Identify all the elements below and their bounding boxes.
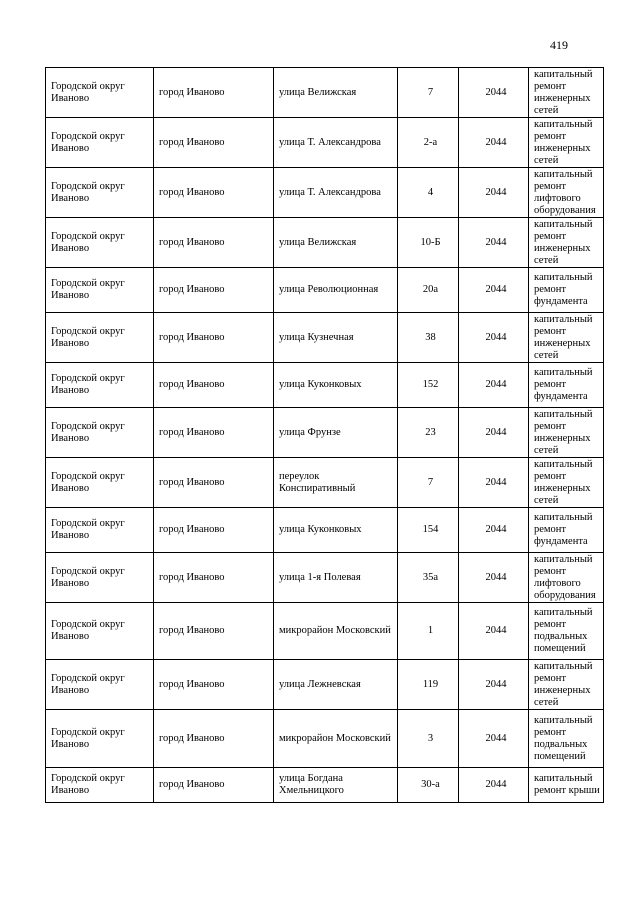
street-cell: улица Богдана Хмельницкого: [274, 768, 398, 803]
municipality-cell: Городской округ Иваново: [46, 363, 154, 408]
repair-type-cell: капитальный ремонт фундамента: [529, 508, 604, 553]
planned-year-cell: 2044: [459, 710, 529, 768]
table-row: [46, 553, 604, 603]
street-cell: улица Фрунзе: [274, 408, 398, 458]
city-cell: город Иваново: [154, 768, 274, 803]
street-cell: улица Куконковых: [274, 363, 398, 408]
municipality-cell: Городской округ Иваново: [46, 768, 154, 803]
planned-year-cell: 2044: [459, 268, 529, 313]
repair-type-cell: капитальный ремонт инженерных сетей: [529, 313, 604, 363]
municipality-cell: Городской округ Иваново: [46, 553, 154, 603]
repair-type-cell: капитальный ремонт инженерных сетей: [529, 118, 604, 168]
repair-type-cell: капитальный ремонт инженерных сетей: [529, 218, 604, 268]
street-cell: переулок Конспиративный: [274, 458, 398, 508]
repair-type-cell: капитальный ремонт фундамента: [529, 363, 604, 408]
street-cell: улица Велижская: [274, 68, 398, 118]
street-cell: улица Велижская: [274, 218, 398, 268]
repair-type-cell: капитальный ремонт лифтового оборудования: [529, 553, 604, 603]
city-cell: город Иваново: [154, 313, 274, 363]
street-cell: микрорайон Московский: [274, 710, 398, 768]
city-cell: город Иваново: [154, 168, 274, 218]
city-cell: город Иваново: [154, 218, 274, 268]
repair-type-cell: капитальный ремонт инженерных сетей: [529, 660, 604, 710]
city-cell: город Иваново: [154, 408, 274, 458]
municipality-cell: Городской округ Иваново: [46, 458, 154, 508]
table-row: [46, 710, 604, 768]
table-body: [46, 68, 604, 803]
planned-year-cell: 2044: [459, 408, 529, 458]
house-number-cell: 3: [398, 710, 459, 768]
repair-type-cell: капитальный ремонт фундамента: [529, 268, 604, 313]
house-number-cell: 152: [398, 363, 459, 408]
house-number-cell: 154: [398, 508, 459, 553]
table-row: [46, 408, 604, 458]
table-row: [46, 68, 604, 118]
repair-type-cell: капитальный ремонт инженерных сетей: [529, 408, 604, 458]
municipality-cell: Городской округ Иваново: [46, 268, 154, 313]
city-cell: город Иваново: [154, 118, 274, 168]
house-number-cell: 10-Б: [398, 218, 459, 268]
municipality-cell: Городской округ Иваново: [46, 118, 154, 168]
planned-year-cell: 2044: [459, 553, 529, 603]
street-cell: улица Т. Александрова: [274, 118, 398, 168]
city-cell: город Иваново: [154, 363, 274, 408]
municipality-cell: Городской округ Иваново: [46, 168, 154, 218]
city-cell: город Иваново: [154, 268, 274, 313]
house-number-cell: 30-а: [398, 768, 459, 803]
planned-year-cell: 2044: [459, 458, 529, 508]
house-number-cell: 23: [398, 408, 459, 458]
street-cell: улица Революционная: [274, 268, 398, 313]
planned-year-cell: 2044: [459, 363, 529, 408]
city-cell: город Иваново: [154, 458, 274, 508]
house-number-cell: 2-а: [398, 118, 459, 168]
city-cell: город Иваново: [154, 660, 274, 710]
planned-year-cell: 2044: [459, 508, 529, 553]
house-number-cell: 4: [398, 168, 459, 218]
repair-schedule-table: [45, 67, 604, 803]
planned-year-cell: 2044: [459, 768, 529, 803]
house-number-cell: 7: [398, 68, 459, 118]
table-row: [46, 603, 604, 660]
repair-type-cell: капитальный ремонт инженерных сетей: [529, 68, 604, 118]
page-number: 419: [550, 38, 568, 52]
table-row: [46, 118, 604, 168]
street-cell: улица Куконковых: [274, 508, 398, 553]
city-cell: город Иваново: [154, 553, 274, 603]
city-cell: город Иваново: [154, 68, 274, 118]
table-row: [46, 660, 604, 710]
street-cell: микрорайон Московский: [274, 603, 398, 660]
repair-type-cell: капитальный ремонт подвальных помещений: [529, 710, 604, 768]
house-number-cell: 35а: [398, 553, 459, 603]
table-row: [46, 508, 604, 553]
municipality-cell: Городской округ Иваново: [46, 218, 154, 268]
municipality-cell: Городской округ Иваново: [46, 710, 154, 768]
planned-year-cell: 2044: [459, 168, 529, 218]
repair-type-cell: капитальный ремонт подвальных помещений: [529, 603, 604, 660]
repair-type-cell: капитальный ремонт крыши: [529, 768, 604, 803]
house-number-cell: 38: [398, 313, 459, 363]
repair-type-cell: капитальный ремонт инженерных сетей: [529, 458, 604, 508]
municipality-cell: Городской округ Иваново: [46, 313, 154, 363]
street-cell: улица Кузнечная: [274, 313, 398, 363]
table-row: [46, 458, 604, 508]
planned-year-cell: 2044: [459, 218, 529, 268]
street-cell: улица Лежневская: [274, 660, 398, 710]
city-cell: город Иваново: [154, 603, 274, 660]
table-row: [46, 218, 604, 268]
table-row: [46, 168, 604, 218]
planned-year-cell: 2044: [459, 118, 529, 168]
repair-type-cell: капитальный ремонт лифтового оборудования: [529, 168, 604, 218]
municipality-cell: Городской округ Иваново: [46, 603, 154, 660]
planned-year-cell: 2044: [459, 68, 529, 118]
house-number-cell: 7: [398, 458, 459, 508]
house-number-cell: 119: [398, 660, 459, 710]
municipality-cell: Городской округ Иваново: [46, 660, 154, 710]
street-cell: улица Т. Александрова: [274, 168, 398, 218]
municipality-cell: Городской округ Иваново: [46, 508, 154, 553]
table-row: [46, 268, 604, 313]
planned-year-cell: 2044: [459, 660, 529, 710]
table-row: [46, 363, 604, 408]
city-cell: город Иваново: [154, 508, 274, 553]
municipality-cell: Городской округ Иваново: [46, 68, 154, 118]
house-number-cell: 1: [398, 603, 459, 660]
city-cell: город Иваново: [154, 710, 274, 768]
planned-year-cell: 2044: [459, 603, 529, 660]
municipality-cell: Городской округ Иваново: [46, 408, 154, 458]
table-row: [46, 768, 604, 803]
table-row: [46, 313, 604, 363]
planned-year-cell: 2044: [459, 313, 529, 363]
street-cell: улица 1-я Полевая: [274, 553, 398, 603]
house-number-cell: 20а: [398, 268, 459, 313]
